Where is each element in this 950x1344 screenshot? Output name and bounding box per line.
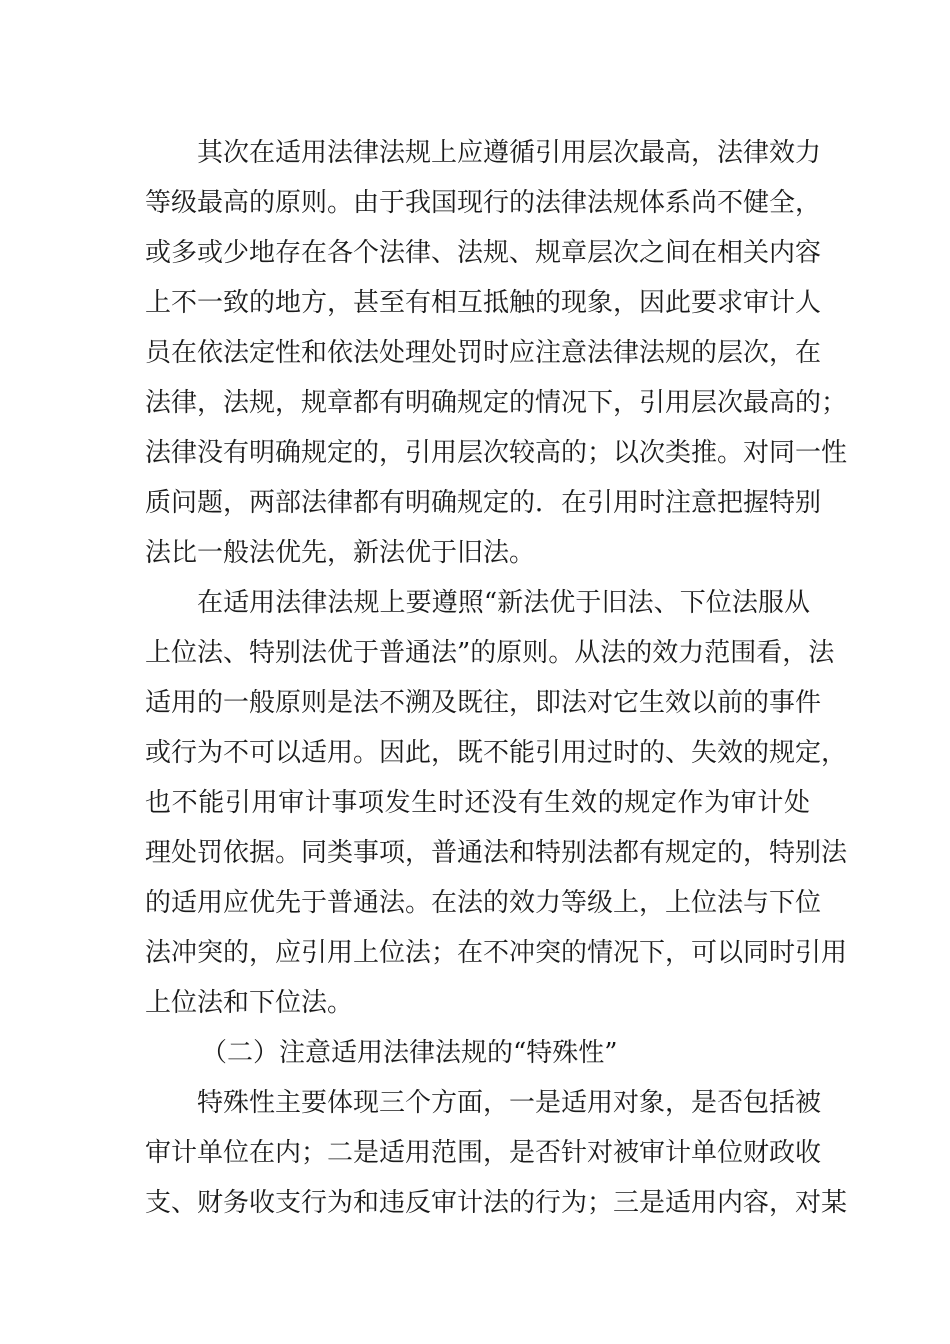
text-line: 适用的一般原则是法不溯及既往，即法对它生效以前的事件	[145, 688, 822, 718]
text-line: 法律没有明确规定的，引用层次较高的；以次类推。对同一性	[145, 438, 848, 468]
section-heading	[145, 1028, 810, 1078]
text-line: 法比一般法优先，新法优于旧法。	[145, 538, 536, 568]
document-body	[145, 128, 848, 1228]
text-line: 法冲突的，应引用上位法；在不冲突的情况下，可以同时引用	[145, 938, 848, 968]
text-line: 或多或少地存在各个法律、法规、规章层次之间在相关内容	[145, 238, 822, 268]
paragraph-3	[145, 1078, 848, 1228]
text-line: 质问题，两部法律都有明确规定的．在引用时注意把握特别	[145, 488, 822, 518]
text-line: 员在依法定性和依法处理处罚时应注意法律法规的层次，在	[145, 338, 822, 368]
text-line: 或行为不可以适用。因此，既不能引用过时的、失效的规定，	[145, 738, 848, 768]
text-line: 其次在适用法律法规上应遵循引用层次最高，法律效力	[197, 138, 822, 168]
text-line: 在适用法律法规上要遵照“新法优于旧法、下位法服从	[197, 588, 810, 618]
heading-text: （二）注意适用法律法规的“特殊性”	[201, 1038, 618, 1068]
paragraph-2	[145, 578, 848, 1028]
text-line: 的适用应优先于普通法。在法的效力等级上，上位法与下位	[145, 888, 822, 918]
text-line: 等级最高的原则。由于我国现行的法律法规体系尚不健全，	[145, 188, 822, 218]
text-line: 也不能引用审计事项发生时还没有生效的规定作为审计处	[145, 788, 810, 818]
text-line: 理处罚依据。同类事项，普通法和特别法都有规定的，特别法	[145, 838, 848, 868]
text-line: 上不一致的地方，甚至有相互抵触的现象，因此要求审计人	[145, 288, 822, 318]
paragraph-1	[145, 128, 848, 578]
text-line: 审计单位在内；二是适用范围，是否针对被审计单位财政收	[145, 1138, 822, 1168]
text-line: 上位法和下位法。	[145, 988, 354, 1018]
text-line: 特殊性主要体现三个方面，一是适用对象，是否包括被	[197, 1088, 822, 1118]
text-line: 支、财务收支行为和违反审计法的行为；三是适用内容，对某	[145, 1188, 848, 1218]
text-line: 上位法、特别法优于普通法”的原则。从法的效力范围看，法	[145, 638, 835, 668]
text-line: 法律，法规，规章都有明确规定的情况下，引用层次最高的；	[145, 388, 848, 418]
